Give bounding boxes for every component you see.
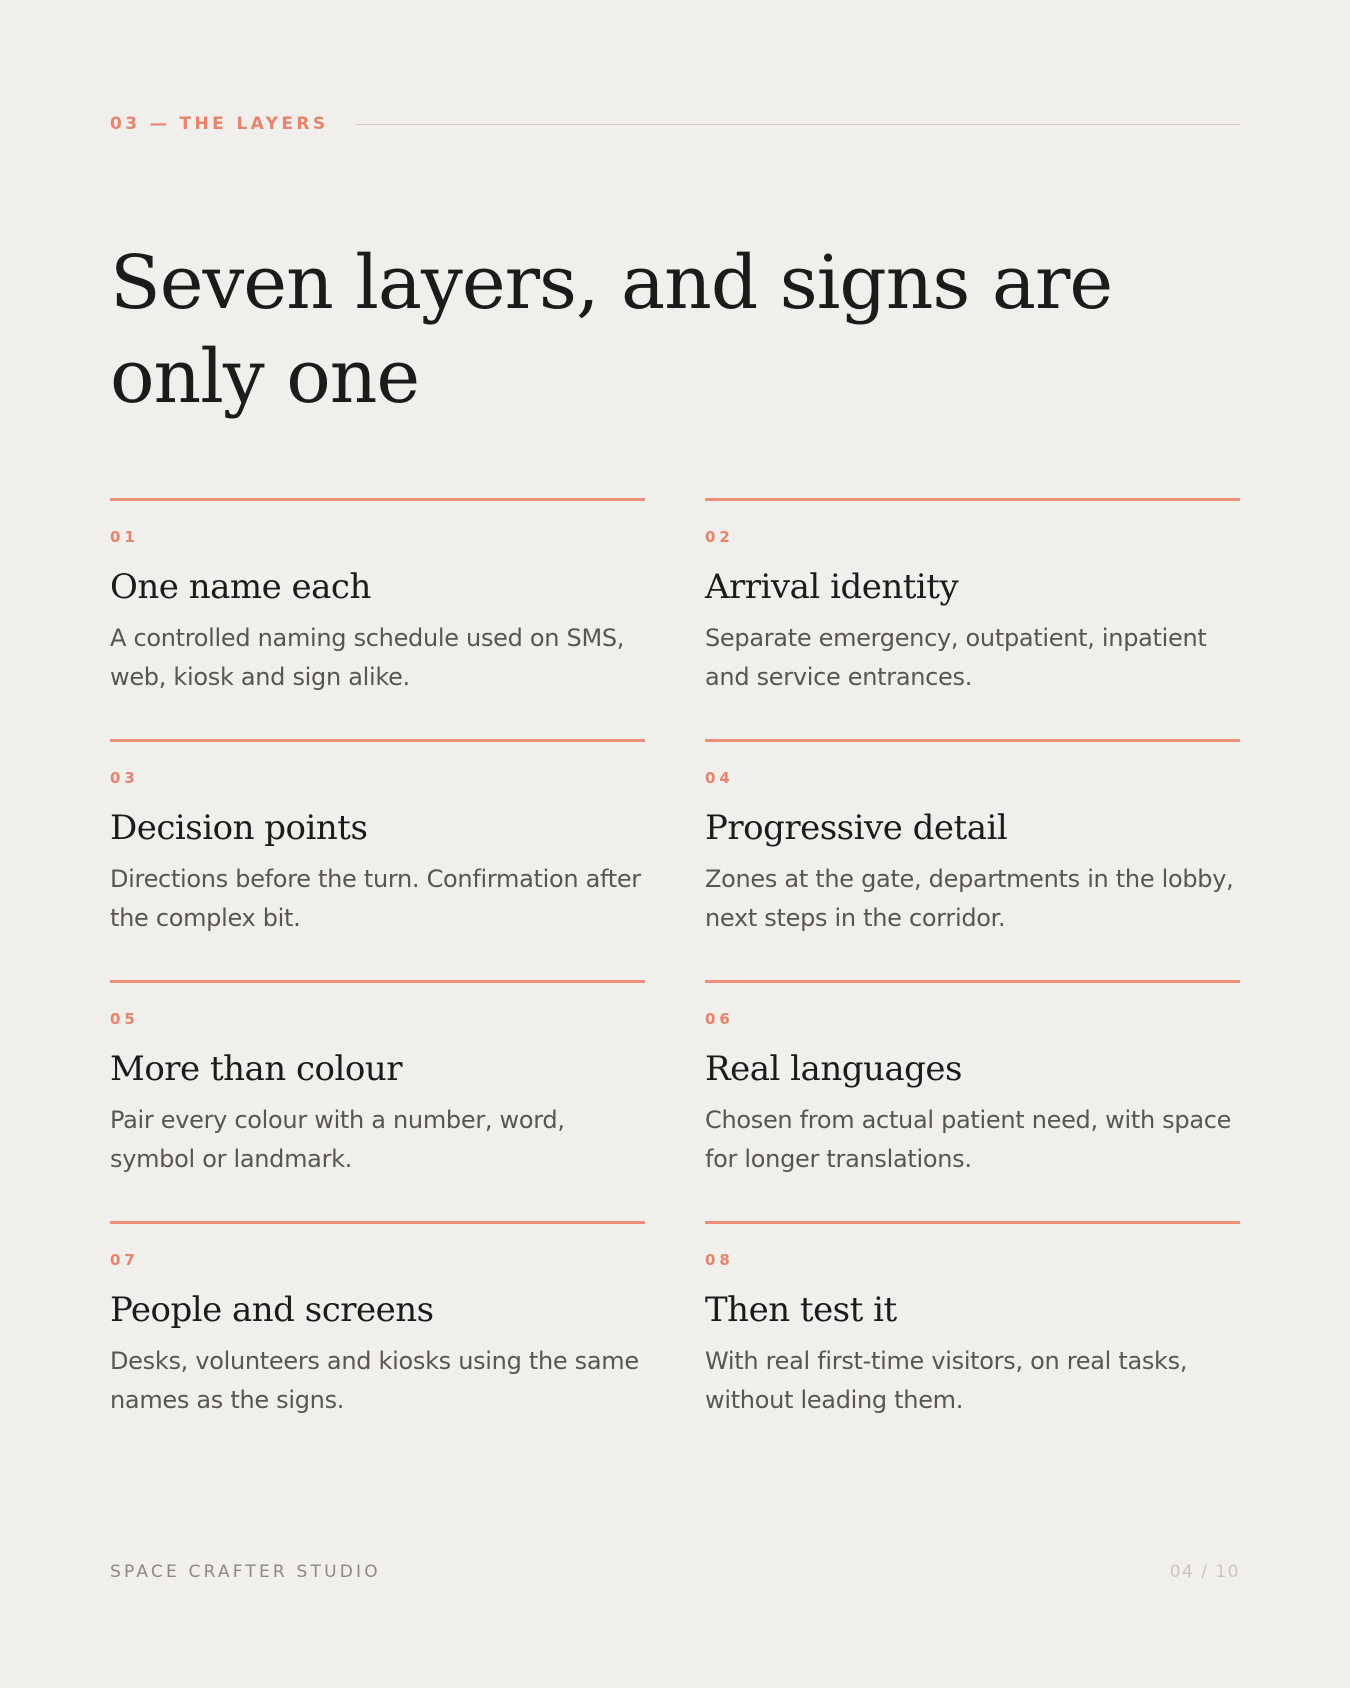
layer-description: Zones at the gate, departments in the lobby, next steps in the corridor. — [705, 865, 1234, 932]
layer-description: A controlled naming schedule used on SMS, web, kiosk and sign alike. — [110, 624, 625, 691]
layer-item-07 — [110, 1221, 645, 1462]
layer-item-04 — [705, 739, 1240, 980]
layer-description: Chosen from actual patient need, with space for longer translations. — [705, 1106, 1232, 1173]
slide-page — [110, 0, 1240, 1688]
layer-item-01 — [110, 498, 645, 739]
layer-title: Then test it — [705, 1290, 897, 1330]
layer-title: Decision points — [110, 808, 368, 848]
layer-title: People and screens — [110, 1290, 434, 1330]
layer-number: 02 — [705, 528, 734, 546]
layer-number: 04 — [705, 769, 734, 787]
layer-item-05 — [110, 980, 645, 1221]
layer-number: 01 — [110, 528, 139, 546]
layer-item-02 — [705, 498, 1240, 739]
layer-number: 03 — [110, 769, 139, 787]
layer-description: Pair every colour with a number, word, symbol or landmark. — [110, 1106, 565, 1173]
footer-brand: SPACE CRAFTER STUDIO — [110, 1562, 381, 1582]
layer-description: Separate emergency, outpatient, inpatient and service entrances. — [705, 624, 1207, 691]
layer-title: Arrival identity — [705, 567, 959, 607]
section-divider — [356, 124, 1240, 125]
layers-grid — [110, 498, 1240, 1462]
section-header — [110, 114, 1240, 134]
layer-number: 07 — [110, 1251, 139, 1269]
layer-item-06 — [705, 980, 1240, 1221]
layer-number: 08 — [705, 1251, 734, 1269]
footer — [110, 1562, 1240, 1582]
layer-title: Real languages — [705, 1049, 962, 1089]
layer-description: Desks, volunteers and kiosks using the same names as the signs. — [110, 1347, 639, 1414]
page-title: Seven layers, and signs are only one — [110, 240, 1113, 420]
layer-item-08 — [705, 1221, 1240, 1462]
page-number: 04 / 10 — [1169, 1562, 1240, 1582]
layer-title: One name each — [110, 567, 371, 607]
layer-item-03 — [110, 739, 645, 980]
layer-title: More than colour — [110, 1049, 403, 1089]
layer-description: Directions before the turn. Confirmation after the complex bit. — [110, 865, 641, 932]
layer-title: Progressive detail — [705, 808, 1008, 848]
section-label: 03 — THE LAYERS — [110, 114, 329, 134]
layer-number: 06 — [705, 1010, 734, 1028]
layer-description: With real first-time visitors, on real tasks, without leading them. — [705, 1347, 1188, 1414]
layer-number: 05 — [110, 1010, 139, 1028]
